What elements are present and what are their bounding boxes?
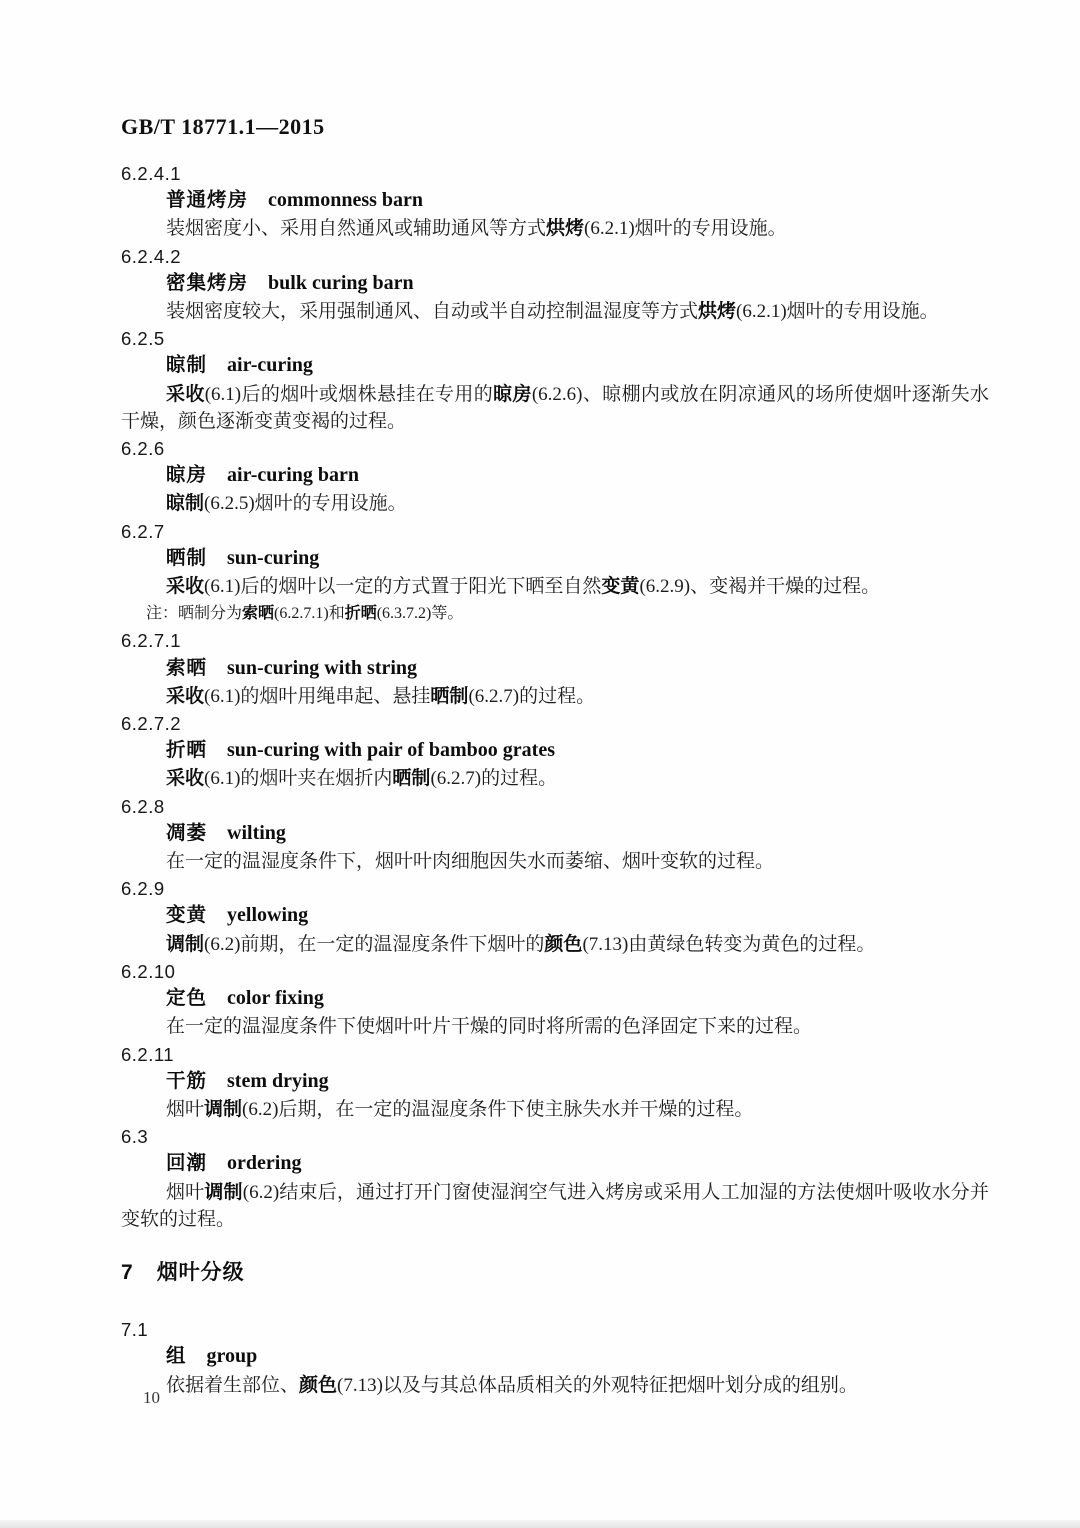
term-cn: 晒制 [166, 546, 208, 569]
definition-text: 装烟密度小、采用自然通风或辅助通风等方式 [166, 218, 547, 240]
term-section [121, 1316, 989, 1399]
definition-paragraph [121, 298, 989, 325]
definition-paragraph [121, 1096, 989, 1123]
term-section [121, 518, 989, 628]
term-en: color fixing [227, 987, 324, 1010]
bold-term-ref: 采收 [166, 685, 205, 707]
bold-term-ref: 颜色 [299, 1374, 338, 1396]
term-line [121, 462, 989, 490]
section-number: 6.2.4.2 [121, 245, 182, 267]
term-line [121, 1068, 989, 1096]
bold-term-ref: 烘烤 [698, 301, 737, 323]
chapter-title: 烟叶分级 [156, 1260, 245, 1284]
term-section [121, 875, 989, 958]
definition-paragraph [121, 848, 989, 875]
term-section [121, 793, 989, 876]
term-section [121, 325, 989, 435]
term-line [121, 985, 989, 1013]
definition-text: 装烟密度较大，采用强制通风、自动或半自动控制温湿度等方式 [166, 301, 699, 323]
definition-text: (6.2.5)烟叶的专用设施。 [204, 493, 407, 515]
section-number: 6.2.5 [121, 328, 165, 350]
term-en: group [206, 1345, 258, 1368]
term-section [121, 958, 989, 1041]
term-line [121, 820, 989, 848]
term-cn: 晾制 [166, 354, 208, 377]
term-cn: 组 [166, 1345, 187, 1368]
section-number: 6.3 [121, 1126, 149, 1148]
term-cn: 晾房 [166, 464, 208, 487]
term-line [121, 737, 989, 765]
section-number: 6.2.4.1 [121, 163, 182, 184]
definition-paragraph [121, 490, 989, 517]
bold-term-ref: 采收 [166, 576, 205, 598]
term-cn: 普通烤房 [166, 189, 249, 212]
term-line [121, 1150, 989, 1178]
bold-term-ref: 调制 [204, 1181, 243, 1203]
term-line [121, 545, 989, 573]
doc-code: GB/T 18771.1—2015 [121, 114, 325, 139]
term-en: air-curing barn [227, 464, 360, 487]
term-en: sun-curing [227, 546, 320, 569]
section-number: 6.2.7 [121, 520, 165, 542]
definition-text: (7.13)由黄绿色转变为黄色的过程。 [582, 933, 876, 955]
term-section [121, 435, 989, 518]
section-number: 6.2.6 [121, 438, 165, 460]
definition-text: (7.13)以及与其总体品质相关的外观特征把烟叶划分成的组别。 [337, 1374, 858, 1396]
term-cn: 回潮 [166, 1152, 208, 1175]
term-en: stem drying [227, 1069, 329, 1092]
term-line [121, 655, 989, 683]
bold-term-ref: 索晒 [242, 605, 275, 623]
section-number: 6.2.10 [121, 960, 176, 982]
bold-term-ref: 晒制 [430, 685, 469, 707]
definition-text: (6.2.9)、变褐并干燥的过程。 [639, 576, 881, 598]
chapter-number: 7 [121, 1260, 133, 1284]
section-number: 6.2.11 [121, 1043, 175, 1065]
term-en: commonness barn [268, 189, 424, 212]
term-en: bulk curing barn [268, 271, 414, 294]
definition-text: 在一定的温湿度条件下使烟叶叶片干燥的同时将所需的色泽固定下来的过程。 [166, 1016, 813, 1038]
term-section [121, 710, 989, 793]
definition-text: (6.1)后的烟叶或烟株悬挂在专用的 [204, 383, 494, 405]
definition-text: (6.2.7)的过程。 [430, 768, 558, 790]
term-section [121, 1123, 989, 1233]
term-line [121, 187, 989, 215]
definition-text: (6.2)前期，在一定的温湿度条件下烟叶的 [204, 933, 545, 955]
definition-text: (6.2.1)烟叶的专用设施。 [736, 301, 939, 323]
definition-paragraph [121, 381, 989, 435]
term-cn: 凋萎 [166, 821, 208, 844]
section-number: 6.2.7.1 [121, 630, 182, 652]
bold-term-ref: 调制 [166, 933, 205, 955]
term-section [121, 627, 989, 710]
bold-term-ref: 采收 [166, 768, 205, 790]
definition-paragraph [121, 683, 989, 710]
section-number: 6.2.7.2 [121, 713, 182, 735]
term-en: sun-curing with string [227, 656, 418, 679]
definition-paragraph [121, 215, 989, 242]
term-en: wilting [227, 821, 286, 844]
term-cn: 变黄 [166, 904, 208, 927]
term-line [121, 1343, 989, 1371]
term-section [121, 160, 989, 243]
definition-paragraph [121, 1013, 989, 1040]
page-number: 10 [143, 1388, 160, 1407]
definition-text: (6.2)结束后，通过打开门窗使湿润空气进入烤房或采用人工加湿的方法使烟叶吸收水分并变软的过程。 [121, 1181, 989, 1230]
term-line [121, 902, 989, 930]
term-cn: 干筋 [166, 1069, 208, 1092]
definition-text: (6.2.1)烟叶的专用设施。 [584, 218, 787, 240]
definition-text: 烟叶 [166, 1098, 205, 1120]
term-cn: 索晒 [166, 656, 208, 679]
definition-text: (6.2)后期，在一定的温湿度条件下使主脉失水并干燥的过程。 [242, 1098, 754, 1120]
term-cn: 定色 [166, 987, 208, 1010]
bold-term-ref: 变黄 [601, 576, 640, 598]
terms-content [121, 160, 989, 1399]
note-line [121, 600, 989, 627]
bold-term-ref: 颜色 [544, 933, 583, 955]
definition-text: (6.2.7)的过程。 [468, 685, 596, 707]
term-line [121, 352, 989, 380]
term-cn: 密集烤房 [166, 271, 249, 294]
definition-text: (6.2.6)、晾棚内或放在阴凉通风的场所使烟叶逐渐失水干燥，颜色逐渐变黄变褐的过程。 [121, 383, 989, 432]
definition-text: (6.3.7.2)等。 [376, 605, 464, 623]
definition-text: 依据着生部位、 [166, 1374, 300, 1396]
term-en: ordering [227, 1152, 302, 1175]
bold-term-ref: 晾房 [493, 383, 532, 405]
scan-edge [0, 1520, 1080, 1528]
term-en: yellowing [227, 904, 309, 927]
definition-text: (6.1)的烟叶夹在烟折内 [204, 768, 393, 790]
bold-term-ref: 采收 [166, 383, 205, 405]
definition-paragraph [121, 1179, 989, 1233]
bold-term-ref: 调制 [204, 1098, 243, 1120]
section-number: 6.2.9 [121, 878, 165, 900]
bold-term-ref: 烘烤 [546, 218, 585, 240]
section-number: 7.1 [121, 1319, 149, 1341]
bold-term-ref: 折晒 [344, 605, 377, 623]
definition-text: 注：晒制分为 [146, 605, 243, 623]
definition-text: 在一定的温湿度条件下，烟叶叶肉细胞因失水而萎缩、烟叶变软的过程。 [166, 851, 775, 873]
term-en: air-curing [227, 354, 313, 377]
definition-paragraph [121, 931, 989, 958]
term-line [121, 270, 989, 298]
chapter-heading [121, 1259, 989, 1286]
definition-text: 烟叶 [166, 1181, 205, 1203]
section-number: 6.2.8 [121, 795, 165, 817]
definition-paragraph [121, 573, 989, 600]
definition-text: (6.1)的烟叶用绳串起、悬挂 [204, 685, 431, 707]
term-en: sun-curing with pair of bamboo grates [227, 739, 556, 762]
term-section [121, 243, 989, 326]
definition-paragraph [121, 1372, 989, 1399]
bold-term-ref: 晾制 [166, 493, 205, 515]
bold-term-ref: 晒制 [392, 768, 431, 790]
term-section [121, 1041, 989, 1124]
definition-paragraph [121, 765, 989, 792]
definition-text: (6.2.7.1)和 [274, 605, 345, 623]
term-cn: 折晒 [166, 739, 208, 762]
definition-text: (6.1)后的烟叶以一定的方式置于阳光下晒至自然 [204, 576, 602, 598]
